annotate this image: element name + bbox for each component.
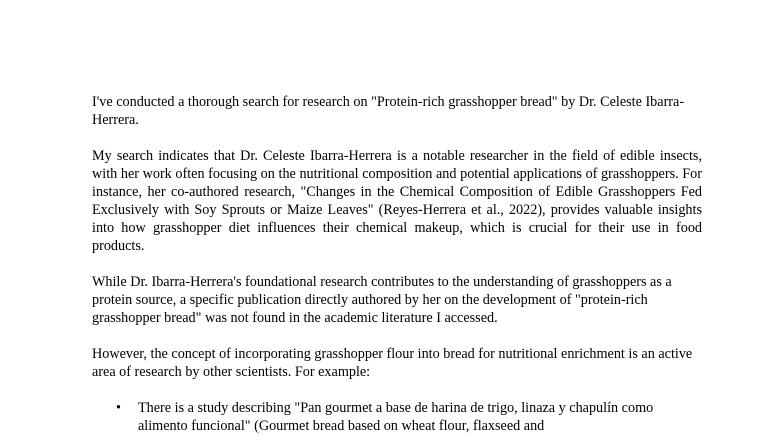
intro-paragraph: I've conducted a thorough search for research on "Protein-rich grasshopper bread" by Dr. Celeste Ibarra-Herrera. (92, 94, 685, 128)
researcher-paragraph: My search indicates that Dr. Celeste Ibarra-Herrera is a notable researcher in the field of edible insects, with her work often focusing on the nutritional composition and potential applications of grasshoppers. For instance, her co-authored research, "Changes in the Chemical Composition of Edible Grasshoppers Fed Exclusively with Soy Sprouts or Maize Leaves" (Reyes-Herrera et al., 2022), provides valuable insights into how grasshopper diet influences their chemical makeup, which is crucial for their use in food products. (92, 148, 702, 254)
related-research-paragraph: However, the concept of incorporating grasshopper flour into bread for nutritional enrichment is an active area of research by other scientists. For example: (92, 346, 693, 380)
bullet-marker: • (116, 400, 121, 416)
document-body (92, 93, 702, 435)
findings-paragraph: While Dr. Ibarra-Herrera's foundational research contributes to the understanding of grasshoppers as a protein source, a specific publication directly authored by her on the development of "protein-rich grasshopper bread" was not found in the academic literature I accessed. (92, 274, 672, 326)
bullet-list (92, 399, 702, 435)
list-item-text: There is a study describing "Pan gourmet a base de harina de trigo, linaza y chapulín como alimento funcional" (Gourmet bread based on wheat flour, flaxseed and (138, 400, 654, 434)
list-item (92, 399, 702, 435)
